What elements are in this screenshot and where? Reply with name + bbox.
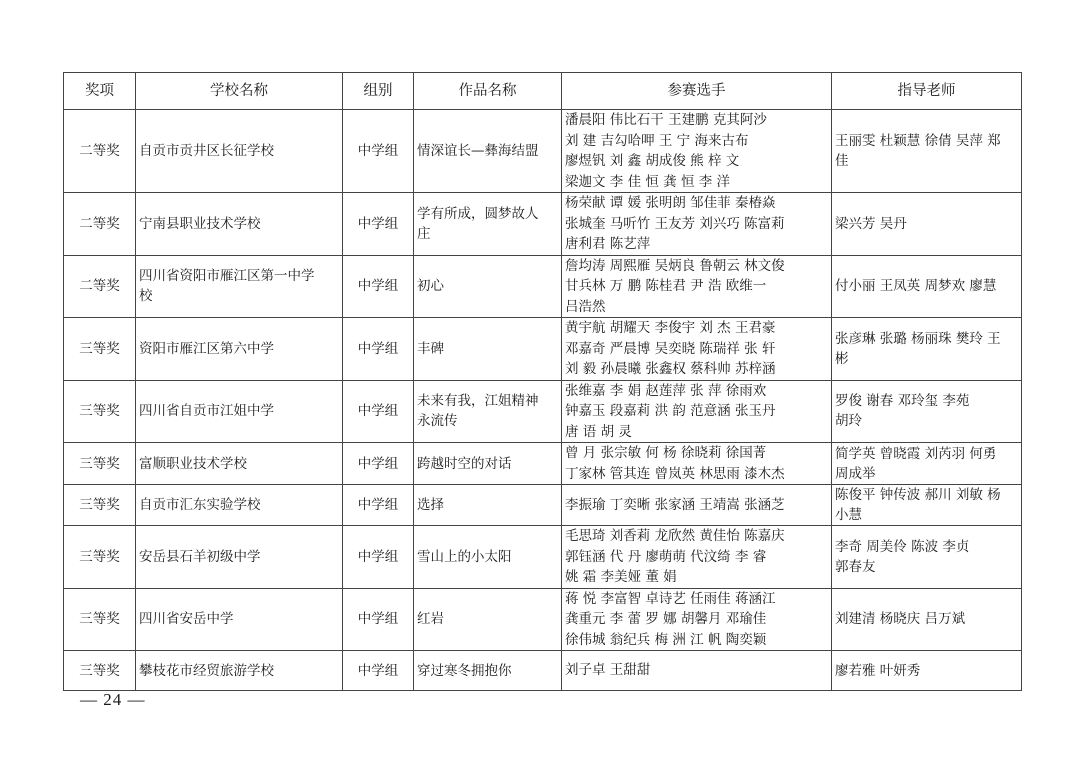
award-cell: 三等奖 — [64, 443, 136, 485]
participants-cell-line: 刘 毅 孙晨曦 张鑫权 蔡科帅 苏梓涵 — [565, 361, 776, 377]
table-row — [64, 255, 1022, 318]
participants-cell-line: 蒋 悦 李富智 卓诗艺 任雨佳 蒋涵江 — [565, 590, 776, 607]
work-cell-line: 初心 — [417, 278, 444, 295]
participants-cell-line: 张城奎 马听竹 王友芳 刘兴巧 陈富莉 — [565, 215, 785, 232]
teachers-cell-line: 梁兴芳 吴丹 — [835, 215, 907, 232]
teachers-cell — [832, 588, 1022, 651]
work-cell — [414, 318, 562, 381]
teachers-cell-line: 彬 — [835, 350, 849, 367]
work-cell — [414, 526, 562, 589]
participants-cell-line: 龚重元 李 蕾 罗 娜 胡馨月 邓瑜佳 — [565, 611, 767, 627]
award-cell: 三等奖 — [64, 380, 136, 443]
table-row — [64, 110, 1022, 193]
teachers-cell — [832, 318, 1022, 381]
header-work: 作品名称 — [414, 73, 562, 110]
participants-cell-line: 毛思琦 刘香莉 龙欣然 黄佳怡 陈嘉庆 — [565, 528, 785, 544]
participants-cell-line: 黄宇航 胡耀天 李俊宇 刘 杰 王君豪 — [565, 320, 776, 336]
participants-cell-line: 刘子卓 王甜甜 — [565, 662, 651, 679]
school-cell — [136, 110, 343, 193]
table-header-row — [64, 73, 1022, 110]
group-cell: 中学组 — [343, 443, 414, 485]
teachers-cell — [832, 485, 1022, 526]
work-cell-line: 未来有我，江姐精神 — [417, 393, 539, 410]
header-participants: 参赛选手 — [562, 73, 832, 110]
participants-cell-line: 张维嘉 李 娟 赵莲萍 张 萍 徐雨欢 — [565, 382, 767, 399]
work-cell-line: 学有所成，圆梦故人 — [417, 205, 539, 222]
table-row — [64, 485, 1022, 526]
table-row — [64, 651, 1022, 691]
school-cell-line: 宁南县职业技术学校 — [139, 215, 261, 232]
award-cell: 三等奖 — [64, 651, 136, 691]
work-cell — [414, 651, 562, 691]
participants-cell — [562, 318, 832, 381]
school-cell — [136, 318, 343, 381]
table-row — [64, 380, 1022, 443]
participants-cell — [562, 255, 832, 318]
work-cell-line: 雪山上的小太阳 — [417, 548, 512, 565]
teachers-cell-line: 李奇 周美伶 陈波 李贞 — [835, 538, 970, 555]
teachers-cell — [832, 255, 1022, 318]
work-cell — [414, 588, 562, 651]
school-cell-line: 校 — [139, 288, 153, 305]
school-cell — [136, 526, 343, 589]
award-cell: 三等奖 — [64, 485, 136, 526]
participants-cell-line: 唐 语 胡 灵 — [565, 423, 632, 440]
participants-cell-line: 唐利君 陈艺萍 — [565, 236, 651, 252]
teachers-cell-line: 张彦琳 张璐 杨丽珠 樊玲 王 — [835, 330, 1001, 347]
participants-cell — [562, 588, 832, 651]
participants-cell-line: 詹均涛 周熙雁 吴炳良 鲁朝云 林文俊 — [565, 257, 785, 274]
teachers-cell-line: 简学英 曾晓霞 刘芮羽 何勇 — [835, 445, 997, 462]
school-cell — [136, 193, 343, 256]
school-cell-line: 四川省自贡市江姐中学 — [139, 403, 274, 420]
school-cell-line: 富顺职业技术学校 — [139, 455, 247, 472]
school-cell-line: 自贡市汇东实验学校 — [139, 497, 261, 513]
group-cell: 中学组 — [343, 380, 414, 443]
participants-cell — [562, 110, 832, 193]
page-number: — 24 — — [80, 690, 146, 709]
table-row — [64, 193, 1022, 256]
work-cell — [414, 443, 562, 485]
participants-cell-line: 吕浩然 — [565, 298, 606, 315]
table-row — [64, 443, 1022, 485]
participants-cell-line: 钟嘉玉 段嘉莉 洪 韵 范意涵 张玉丹 — [565, 403, 776, 419]
participants-cell — [562, 651, 832, 691]
school-cell-line: 安岳县石羊初级中学 — [139, 548, 261, 565]
teachers-cell-line: 郭春友 — [835, 558, 876, 575]
teachers-cell-line: 付小丽 王凤英 周梦欢 廖慧 — [835, 278, 997, 295]
teachers-cell-line: 小慧 — [835, 507, 862, 523]
participants-cell-line: 徐伟城 翁纪兵 梅 洲 江 帆 陶奕颖 — [565, 631, 767, 648]
participants-cell-line: 梁迦文 李 佳 恒 龚 恒 李 洋 — [565, 173, 731, 190]
work-cell — [414, 485, 562, 526]
school-cell-line: 攀枝花市经贸旅游学校 — [139, 662, 274, 679]
participants-cell-line: 曾 月 张宗敏 何 杨 徐晓莉 徐国菁 — [565, 445, 767, 461]
work-cell-line: 红岩 — [417, 611, 444, 628]
participants-cell-line: 潘晨阳 伟比石干 王建鹏 克其阿沙 — [565, 112, 767, 128]
participants-cell — [562, 380, 832, 443]
school-cell-line: 资阳市雁江区第六中学 — [139, 340, 274, 357]
teachers-cell — [832, 110, 1022, 193]
header-teachers: 指导老师 — [832, 73, 1022, 110]
school-cell — [136, 588, 343, 651]
participants-cell-line: 丁家林 管其连 曾岚英 林思雨 漆木杰 — [565, 465, 785, 482]
group-cell: 中学组 — [343, 588, 414, 651]
work-cell-line: 情深谊长—彝海结盟 — [417, 143, 539, 159]
teachers-cell — [832, 443, 1022, 485]
participants-cell-line: 杨荣献 谭 媛 张明朗 邹佳菲 秦椿焱 — [565, 195, 776, 211]
teachers-cell-line: 胡玲 — [835, 413, 862, 430]
work-cell-line: 穿过寒冬拥抱你 — [417, 662, 512, 679]
participants-cell-line: 刘 建 吉勾哈呷 王 宁 海来古布 — [565, 132, 749, 149]
work-cell-line: 庄 — [417, 225, 431, 242]
school-cell — [136, 255, 343, 318]
header-award: 奖项 — [64, 73, 136, 110]
teachers-cell — [832, 651, 1022, 691]
participants-cell-line: 郭钰涵 代 丹 廖萌萌 代汶绮 李 睿 — [565, 548, 767, 565]
group-cell: 中学组 — [343, 193, 414, 256]
school-cell-line: 自贡市贡井区长征学校 — [139, 143, 274, 159]
work-cell — [414, 255, 562, 318]
teachers-cell — [832, 380, 1022, 443]
work-cell — [414, 110, 562, 193]
teachers-cell — [832, 526, 1022, 589]
award-cell: 三等奖 — [64, 588, 136, 651]
work-cell-line: 丰碑 — [417, 340, 444, 357]
participants-cell-line: 甘兵林 万 鹏 陈桂君 尹 浩 欧维一 — [565, 278, 767, 294]
award-cell: 三等奖 — [64, 526, 136, 589]
header-school: 学校名称 — [136, 73, 343, 110]
group-cell: 中学组 — [343, 526, 414, 589]
participants-cell — [562, 443, 832, 485]
awards-table — [63, 72, 1022, 691]
award-cell: 二等奖 — [64, 255, 136, 318]
table-body — [64, 110, 1022, 691]
participants-cell-line: 廖煜钒 刘 鑫 胡成俊 熊 梓 文 — [565, 153, 740, 169]
work-cell-line: 选择 — [417, 497, 444, 513]
school-cell-line: 四川省资阳市雁江区第一中学 — [139, 268, 315, 285]
work-cell-line: 永流传 — [417, 413, 458, 430]
teachers-cell-line: 王丽雯 杜颖慧 徐倩 吴萍 郑 — [835, 133, 1001, 149]
participants-cell-line: 姚 霜 李美娅 董 娟 — [565, 569, 677, 585]
school-cell-line: 四川省安岳中学 — [139, 611, 234, 628]
table-row — [64, 526, 1022, 589]
award-cell: 二等奖 — [64, 193, 136, 256]
table-row — [64, 588, 1022, 651]
award-cell: 二等奖 — [64, 110, 136, 193]
header-group: 组别 — [343, 73, 414, 110]
participants-cell-line: 邓嘉奇 严晨博 吴奕晓 陈瑞祥 张 轩 — [565, 340, 776, 357]
group-cell: 中学组 — [343, 318, 414, 381]
school-cell — [136, 485, 343, 526]
group-cell: 中学组 — [343, 485, 414, 526]
teachers-cell-line: 周成举 — [835, 465, 876, 482]
teachers-cell-line: 陈俊平 钟传波 郝川 刘敏 杨 — [835, 487, 1001, 503]
teachers-cell-line: 刘建清 杨晓庆 吕万斌 — [835, 611, 966, 628]
teachers-cell-line: 罗俊 谢春 邓玲玺 李苑 — [835, 393, 970, 410]
work-cell — [414, 380, 562, 443]
participants-cell — [562, 485, 832, 526]
participants-cell-line: 李振瑜 丁奕晰 张家涵 王靖嵩 张涵芝 — [565, 496, 785, 513]
group-cell: 中学组 — [343, 651, 414, 691]
table-row — [64, 318, 1022, 381]
school-cell — [136, 380, 343, 443]
work-cell-line: 跨越时空的对话 — [417, 455, 512, 472]
award-cell: 三等奖 — [64, 318, 136, 381]
teachers-cell-line: 廖若雅 叶妍秀 — [835, 662, 921, 679]
school-cell — [136, 651, 343, 691]
participants-cell — [562, 526, 832, 589]
group-cell: 中学组 — [343, 110, 414, 193]
work-cell — [414, 193, 562, 256]
teachers-cell-line: 佳 — [835, 153, 849, 169]
teachers-cell — [832, 193, 1022, 256]
school-cell — [136, 443, 343, 485]
participants-cell — [562, 193, 832, 256]
group-cell: 中学组 — [343, 255, 414, 318]
